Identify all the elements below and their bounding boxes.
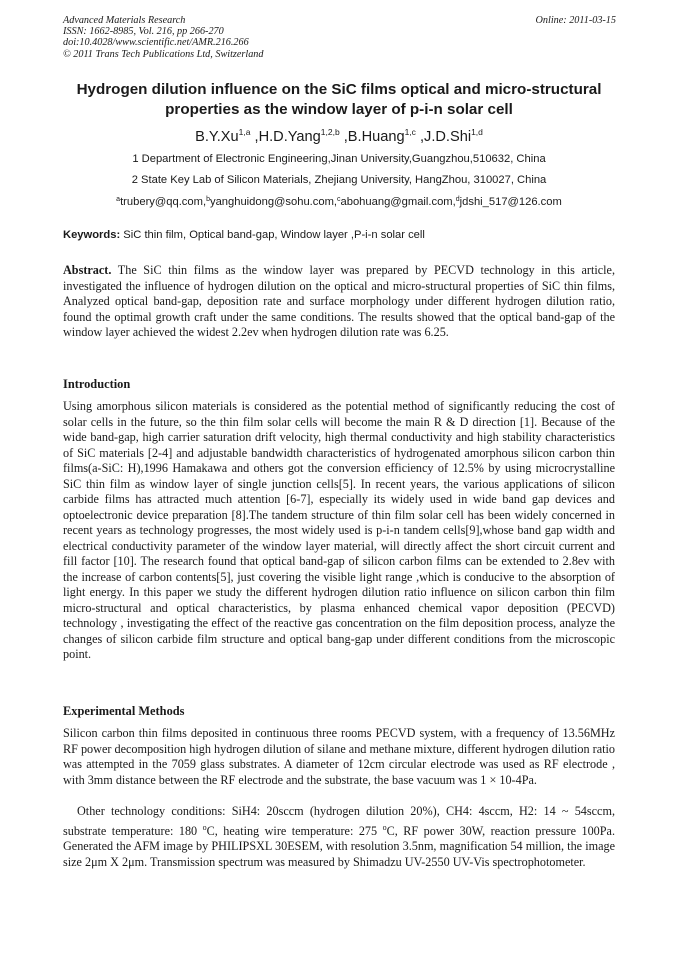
author-separator: , [339, 129, 348, 145]
issn-line: ISSN: 1662-8985, Vol. 216, pp 266-270 [63, 26, 224, 38]
author-separator: , [250, 129, 259, 145]
affiliation-2: 2 State Key Lab of Silicon Materials, Zhejiang University, HangZhou, 310027, China [131, 174, 547, 186]
degree-mark: o [382, 822, 387, 832]
author-affil-mark: 1,c [404, 127, 416, 137]
experimental-paragraph-1: Silicon carbon thin films deposited in continuous three rooms PECVD system, with a frequency of 13.56MHz RF power decomposition high hydrogen dilution of silane and methane mixture, different hydrogen dilution ratio was attempted in the 7059 glass substrates. A diameter of 12cm circular electrode was used as RF electrode , with 3mm distance between the RF electrode and the substrate, the base vacuum was 1 × 10-4Pa. [63, 726, 615, 787]
author-list [40, 122, 638, 147]
author-name: H.D.Yang [258, 129, 321, 145]
abstract-paragraph [63, 263, 615, 341]
introduction-heading: Introduction [63, 377, 131, 391]
paper-title: Hydrogen dilution influence on the SiC films optical and micro-structural properties as the window layer of p-i-n solar cell [76, 81, 602, 118]
conditions-text: C, RF power 30W, reaction pressure 100Pa. Generated the AFM image by PHILIPSXL 30ESEM, with resolution 3.5nm, magnification 54 million, the image size 2μm X 2μm. Transmission spectrum was measured by Shimadzu UV-2550 UV-Vis spectrophotometer. [63, 823, 615, 869]
affiliation-1: 1 Department of Electronic Engineering,Jinan University,Guangzhou,510632, China [132, 153, 546, 165]
author-affil-mark: 1,a [238, 127, 251, 137]
author-affil-mark: 1,d [471, 127, 483, 137]
keywords-line [63, 228, 615, 242]
email-mark: c [337, 196, 341, 203]
email-address[interactable]: trubery@qq.com, [120, 196, 207, 208]
author-name: B.Y.Xu [195, 129, 239, 145]
author-separator: , [415, 129, 425, 145]
keywords-label: Keywords: [63, 229, 121, 241]
email-mark: a [116, 196, 121, 203]
introduction-paragraph: Using amorphous silicon materials is considered as the potential method of significantly reducing the cost of solar cells in the future, so the thin film solar cells will become the main R & D direction [1]. Because of the wide band-gap, high carrier saturation drift velocity, high thermal conductivity and high stability characteristics of SiC materials [2-4] and adjustable bandwidth characteristics of hydrogenated amorphous silicon carbon thin films(a-SiC: H),1996 Hamakawa and others got the conversion efficiency of 12.5% by using microcrystalline SiC thin film as window layer of single junction cells[5]. In recent years, the various applications of silicon carbide films has attracted much attention [6-7], especially its widely used in wide band gap devices and optoelectronic device preparation [8].The tandem structure of thin film solar cell has been widely concerned in recent years as technology progresses, the most widely used is p-i-n tandem cells[9],whose band gap width and electrical conductivity parameter of the window layer material, will directly affect the short circuit current and fill factor [10]. The research found that optical band-gap of silicon carbon films can be extended to 2.8ev with the increase of carbon contents[5], just covering the visible light range ,which is conducive to the absorption of light energy. In this paper we study the different hydrogen dilution ratio influence on silicon carbon thin film micro-structural and optical characteristics, by plasma enhanced chemical vapor deposition (PECVD) technology , investigating the effect of the reactive gas concentration on the film deposition process, analyze the changes of silicon carbide film structure and optical bang-gap under different conditions from the microscopic point. [63, 399, 615, 661]
author-name: B.Huang [347, 129, 405, 145]
keywords-text: SiC thin film, Optical band-gap, Window layer ,P-i-n solar cell [120, 229, 425, 241]
abstract-label: Abstract. [63, 263, 112, 277]
conditions-text: Other technology conditions: SiH4: 20sccm (hydrogen dilution 20%), CH4: 4sccm, H2: 14 ~ 54sccm, substrate temperature: 180 [63, 804, 615, 838]
abstract-text: The SiC thin films as the window layer was prepared by PECVD technology in this article, investigated the influence of hydrogen dilution on the optical and micro-structural properties of SiC thin films, Analyzed optical band-gap, deposition rate and surface morphology under different hydrogen dilution ratio, found the optimal growth craft under the same conditions. The results showed that the optical band-gap of the window layer achieved the widest 2.2ev when hydrogen dilution rate was 6.25. [63, 263, 615, 339]
email-mark: d [455, 196, 460, 203]
experimental-paragraph-2 [63, 804, 615, 870]
journal-name: Advanced Materials Research [63, 15, 186, 26]
author-name: J.D.Shi [424, 129, 472, 145]
journal-header [63, 15, 383, 60]
email-address[interactable]: abohuang@gmail.com, [340, 196, 456, 208]
email-list [40, 193, 638, 209]
experimental-heading: Experimental Methods [63, 704, 185, 718]
email-address[interactable]: jdshi_517@126.com [459, 196, 562, 208]
degree-mark: o [202, 822, 207, 832]
conditions-text: C, heating wire temperature: 275 [206, 823, 383, 838]
email-mark: b [206, 196, 210, 203]
copyright-line: © 2011 Trans Tech Publications Ltd, Switzerland [63, 48, 264, 60]
author-affil-mark: 1,2,b [320, 127, 340, 137]
online-date: Online: 2011-03-15 [535, 15, 616, 26]
doi-line: doi:10.4028/www.scientific.net/AMR.216.266 [63, 37, 249, 49]
email-address[interactable]: yanghuidong@sohu.com, [209, 196, 338, 208]
